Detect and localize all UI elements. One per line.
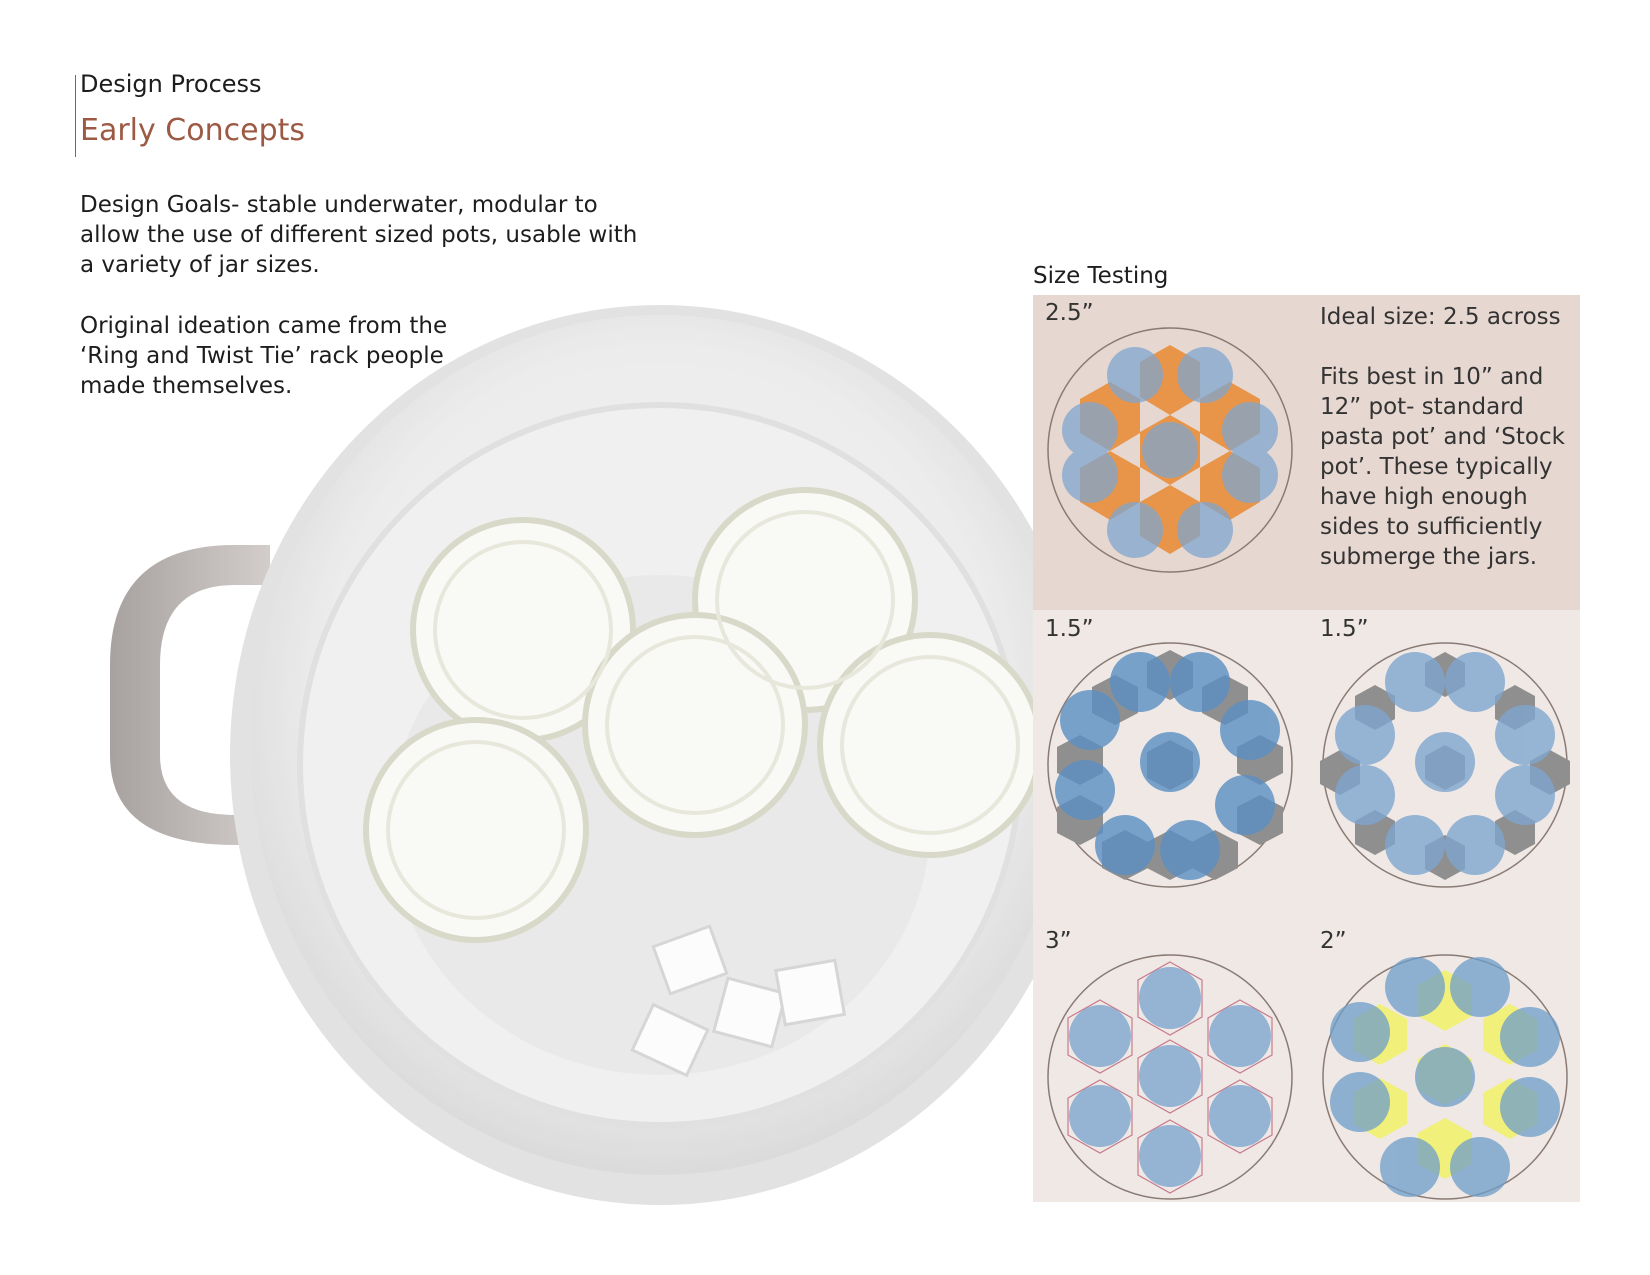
size-diagram-2 <box>1320 952 1570 1202</box>
diagram-label-2: 2” <box>1320 928 1347 954</box>
ideal-size-note <box>1320 302 1570 572</box>
size-diagram-3 <box>1045 952 1295 1202</box>
ideal-size-text: Ideal size: 2.5 across <box>1320 304 1561 330</box>
fit-note-text: Fits best in 10” and 12” pot- standard pasta pot’ and ‘Stock pot’. These typically have high enough sides to sufficiently submerge the jars. <box>1320 364 1565 570</box>
header-accent-line <box>75 75 76 157</box>
diagram-label-2-5: 2.5” <box>1045 300 1094 326</box>
design-goals-text: Design Goals- stable underwater, modular to allow the use of different sized pots, usable with a variety of jar sizes. <box>80 192 638 278</box>
size-diagram-1-5-a <box>1045 640 1295 890</box>
diagram-label-1-5-b: 1.5” <box>1320 616 1369 642</box>
size-testing-heading: Size Testing <box>1033 263 1169 289</box>
size-diagram-2-5 <box>1045 325 1295 575</box>
origin-text: Original ideation came from the ‘Ring and Twist Tie’ rack people made themselves. <box>80 313 448 399</box>
page-title: Early Concepts <box>80 113 305 148</box>
section-kicker: Design Process <box>80 70 262 98</box>
diagram-label-3: 3” <box>1045 928 1072 954</box>
size-diagram-1-5-b <box>1320 640 1570 890</box>
diagram-label-1-5-a: 1.5” <box>1045 616 1094 642</box>
